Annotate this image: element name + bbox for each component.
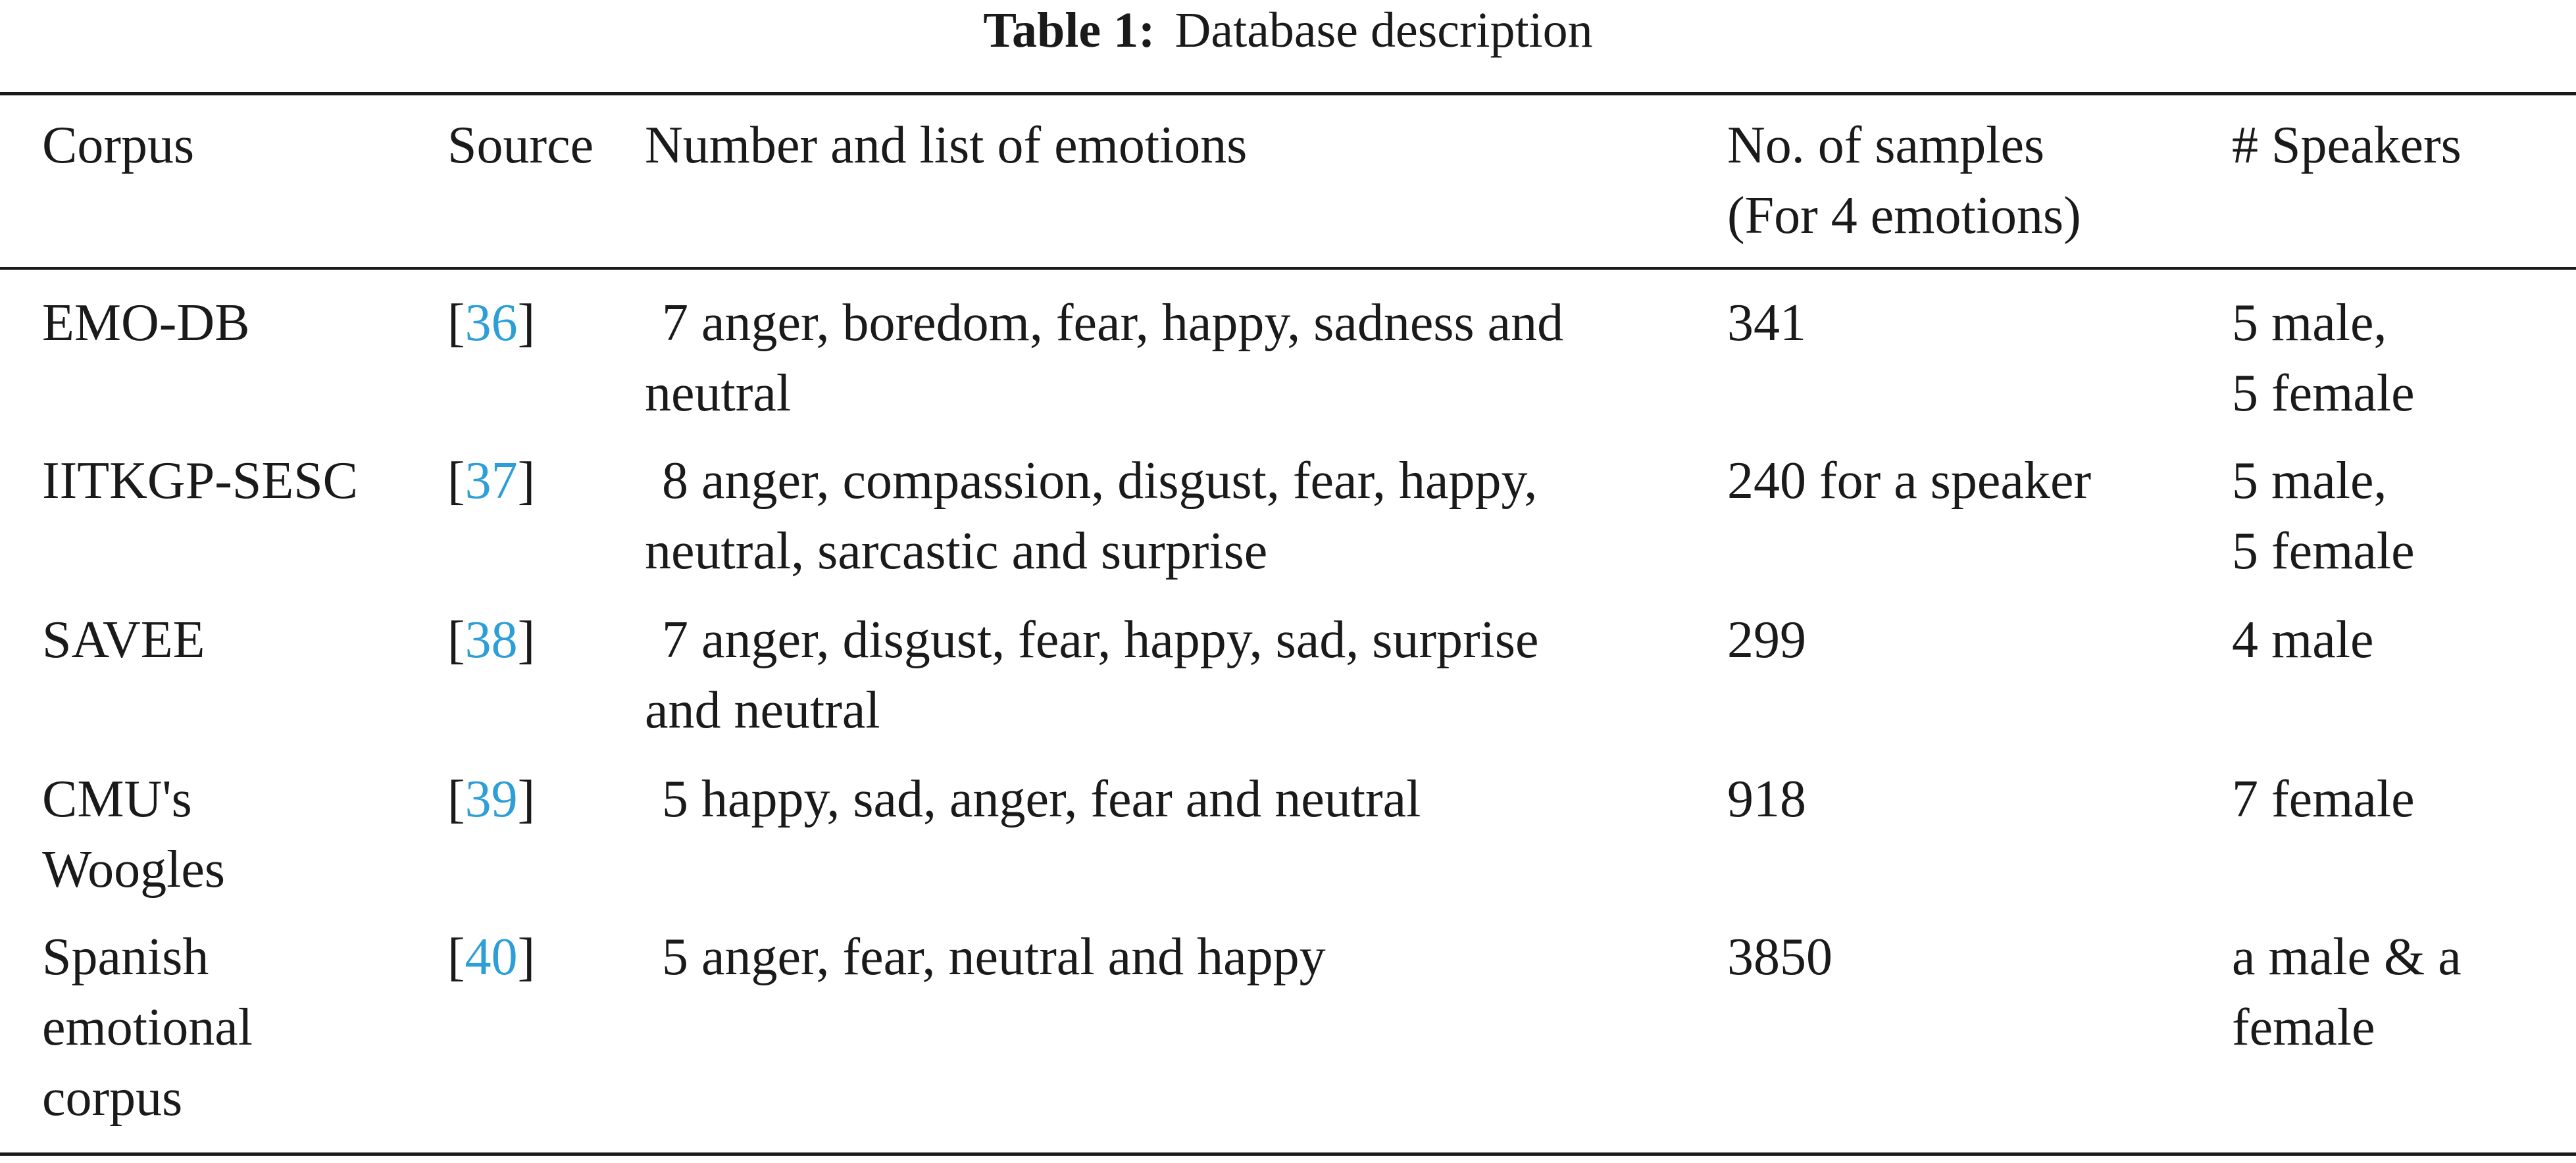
cell-speakers: 4 male [2232, 611, 2374, 669]
table-caption-text: Database description [1174, 3, 1593, 58]
header-speakers: # Speakers [2232, 116, 2462, 174]
emotion-list: anger, compassion, disgust, fear, happy, neutral, sarcastic and surprise [645, 452, 1538, 580]
cell-source: [40] [447, 928, 536, 986]
citation-link[interactable]: 36 [465, 294, 518, 352]
cell-source: [36] [447, 294, 536, 352]
cell-source: [37] [447, 452, 536, 510]
cell-emotions [645, 288, 1711, 429]
cell-samples: 341 [1727, 294, 1806, 352]
header-emotions: Number and list of emotions [645, 116, 1248, 174]
citation-link[interactable]: 37 [465, 452, 518, 510]
emotion-count: 8 [662, 452, 688, 510]
cell-source: [39] [447, 770, 536, 828]
citation-link[interactable]: 39 [465, 770, 518, 828]
emotion-count: 7 [662, 294, 688, 352]
emotion-count: 7 [662, 611, 688, 669]
header-source: Source [447, 116, 594, 174]
table-caption-label: Table 1: [983, 3, 1155, 58]
cell-emotions [645, 922, 1711, 993]
cell-emotions [645, 446, 1711, 587]
header-corpus: Corpus [42, 116, 195, 174]
cell-corpus: Spanish emotional corpus [42, 928, 253, 1127]
emotion-list: anger, disgust, fear, happy, sad, surprise and neutral [645, 611, 1539, 739]
citation-link[interactable]: 38 [465, 611, 518, 669]
cell-speakers: 7 female [2232, 770, 2415, 828]
cell-samples: 299 [1727, 611, 1806, 669]
cell-speakers: 5 male, 5 female [2232, 294, 2415, 422]
cell-emotions [645, 605, 1711, 746]
cell-emotions [645, 764, 1711, 835]
emotion-list: anger, boredom, fear, happy, sadness and neutral [645, 294, 1564, 422]
cell-samples: 918 [1727, 770, 1806, 828]
cell-corpus: EMO-DB [42, 294, 250, 352]
cell-corpus: SAVEE [42, 611, 205, 669]
emotion-count: 5 [662, 770, 688, 828]
cell-speakers: 5 male, 5 female [2232, 452, 2415, 580]
cell-speakers: a male & a female [2232, 928, 2462, 1056]
cell-samples: 240 for a speaker [1727, 452, 2092, 510]
emotion-list: happy, sad, anger, fear and neutral [701, 770, 1421, 828]
cell-corpus: CMU's Woogles [42, 770, 225, 899]
citation-link[interactable]: 40 [465, 928, 518, 986]
header-samples: No. of samples (For 4 emotions) [1727, 116, 2081, 245]
table-bottom-rule [0, 1152, 2576, 1156]
cell-samples: 3850 [1727, 928, 1832, 986]
emotion-count: 5 [662, 928, 688, 986]
table-caption [0, 0, 2576, 72]
cell-source: [38] [447, 611, 536, 669]
cell-corpus: IITKGP-SESC [42, 452, 359, 510]
table-header-rule [0, 267, 2576, 270]
emotion-list: anger, fear, neutral and happy [701, 928, 1326, 986]
table-top-rule [0, 92, 2576, 95]
